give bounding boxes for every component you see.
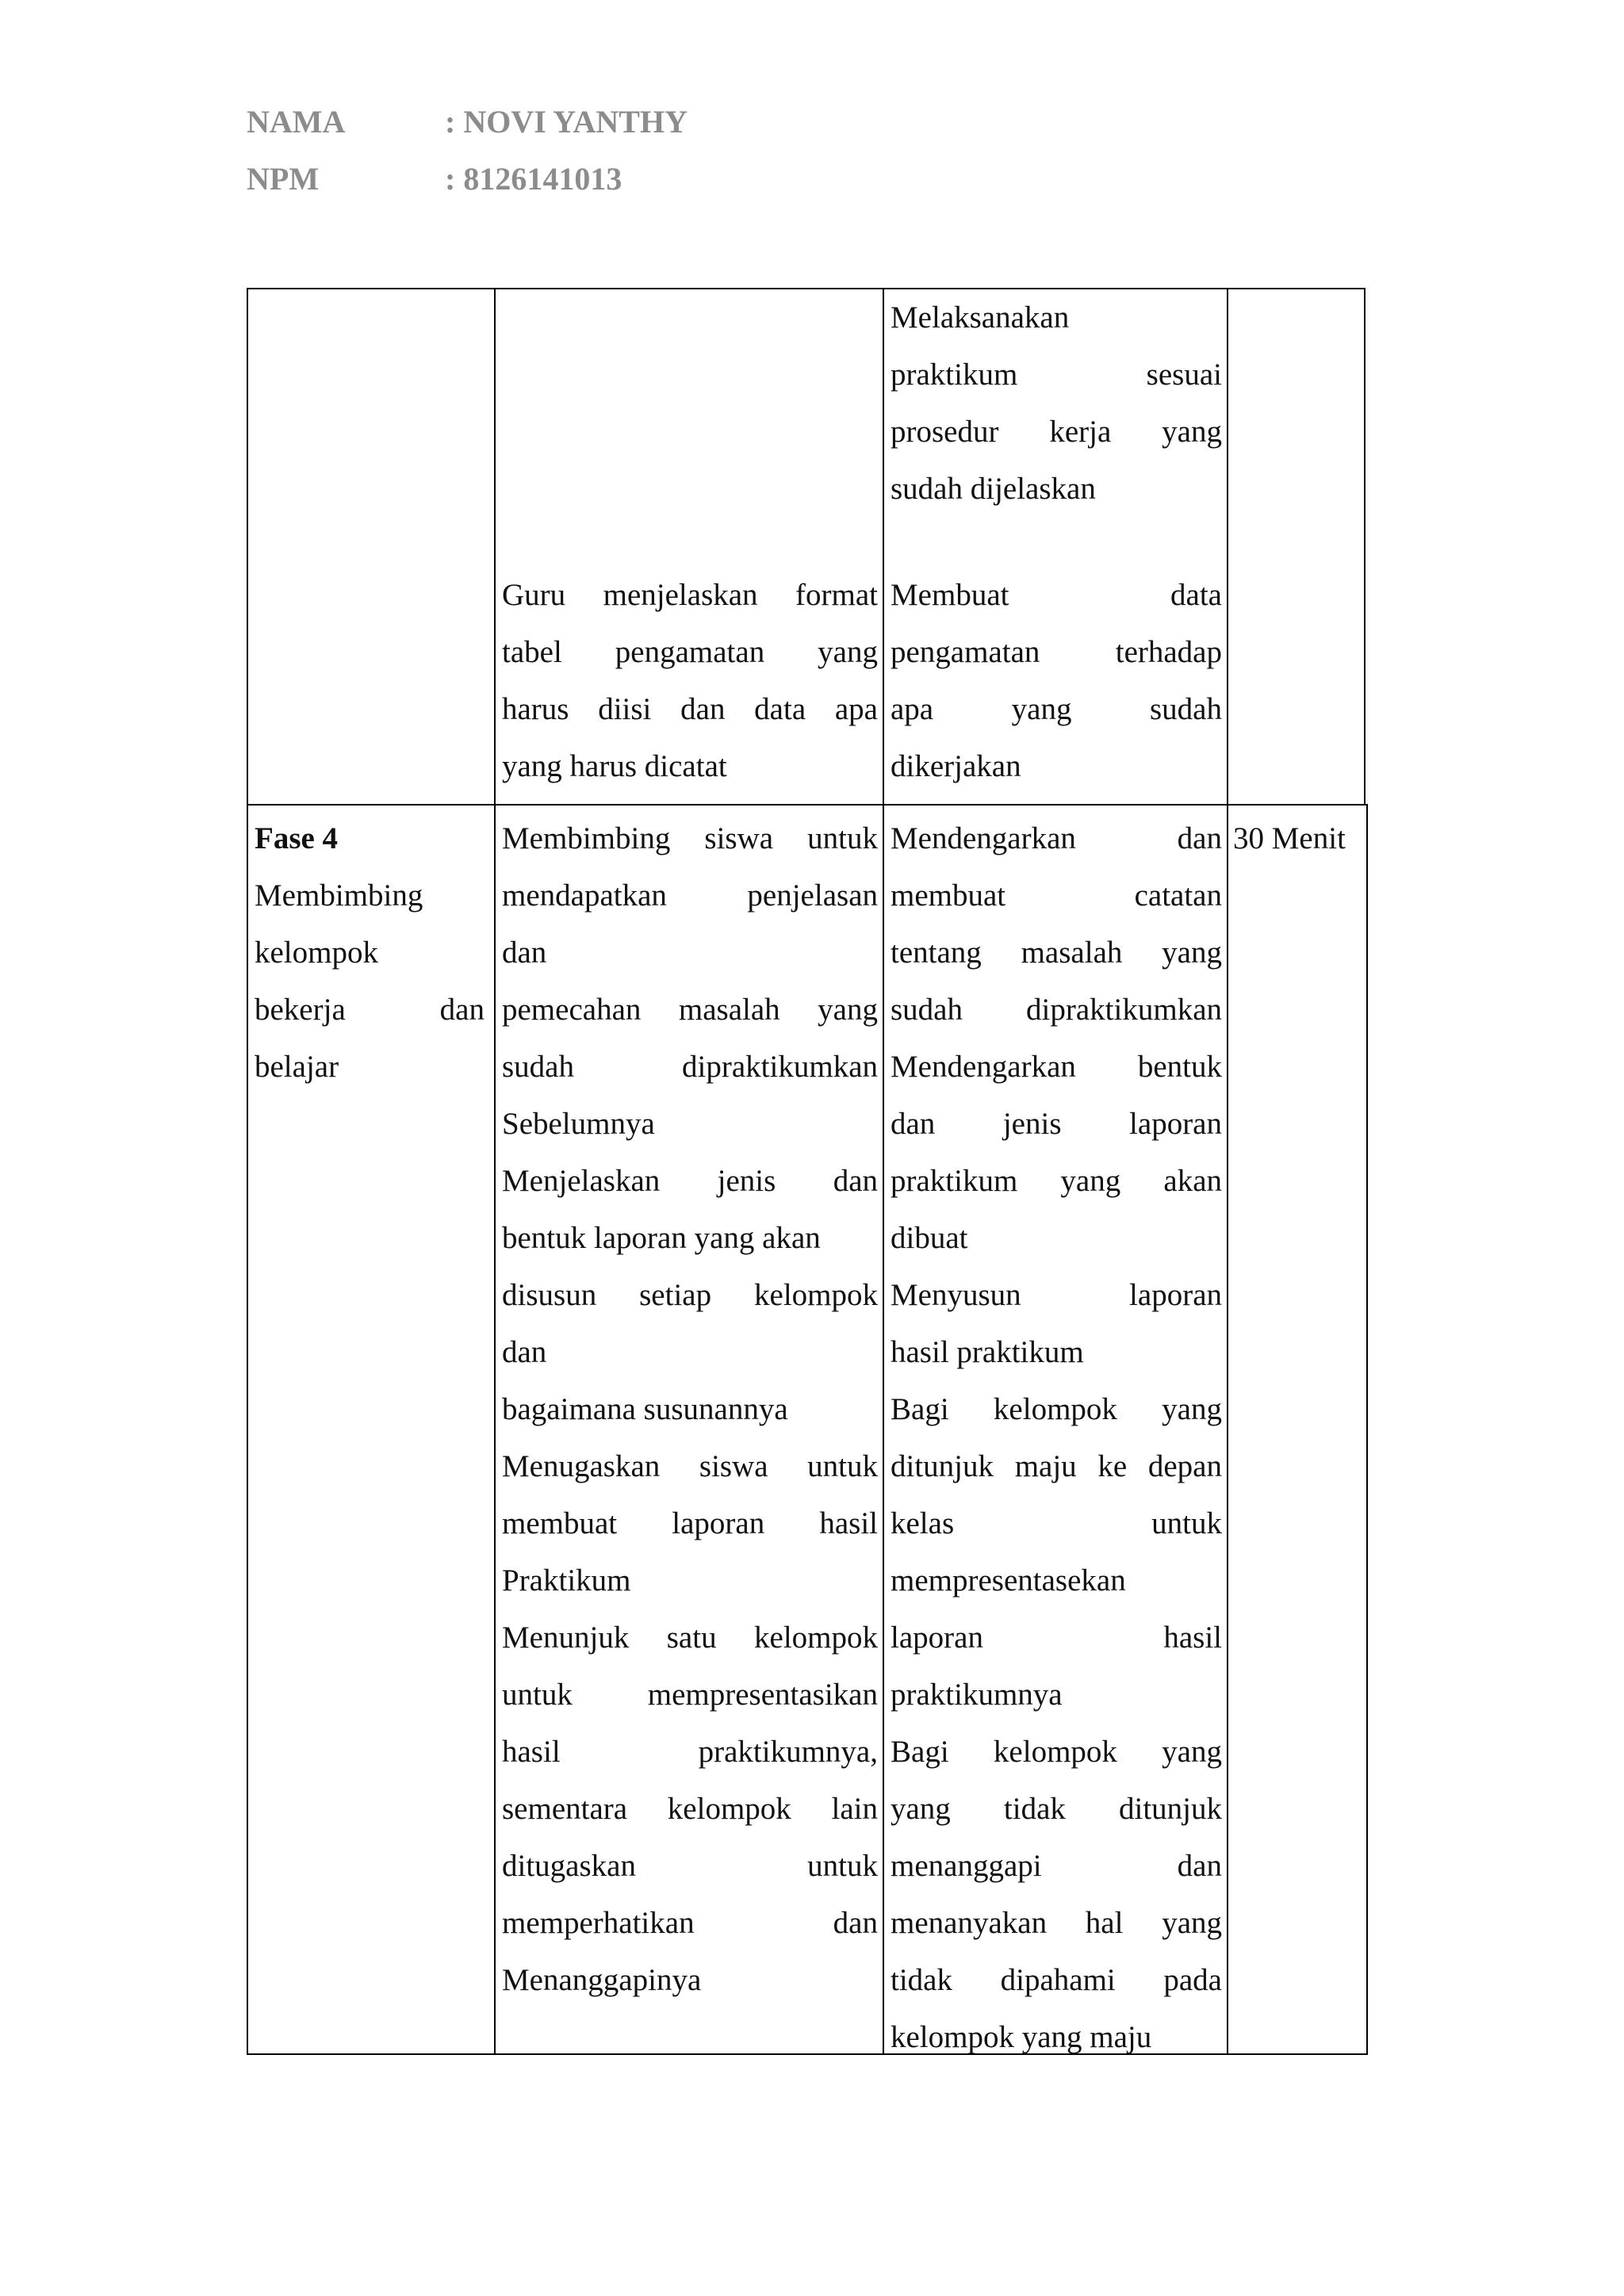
text-line: ditugaskan untuk bbox=[502, 1849, 878, 1883]
student-activity-text bbox=[884, 567, 1227, 795]
text-line: membuat laporan hasil bbox=[502, 1506, 878, 1540]
text-line: kelompok bbox=[255, 936, 378, 970]
text-line: sementara kelompok lain bbox=[502, 1792, 878, 1826]
text-line: dibuat bbox=[891, 1221, 968, 1255]
text-line: hasil praktikum bbox=[891, 1335, 1084, 1369]
text-line: Menunjuk satu kelompok bbox=[502, 1621, 878, 1655]
student-activity-text bbox=[884, 289, 1227, 518]
text-line: hasil praktikumnya, bbox=[502, 1735, 878, 1769]
text-line: praktikumnya bbox=[891, 1678, 1063, 1712]
name-label: NAMA bbox=[247, 104, 346, 140]
text-line: tidak dipahami pada bbox=[891, 1963, 1222, 1997]
text-line: tabel pengamatan yang bbox=[502, 635, 878, 669]
duration-label: 30 Menit bbox=[1233, 821, 1346, 855]
text-line: pemecahan masalah yang bbox=[502, 993, 878, 1027]
text-line: dikerjakan bbox=[891, 749, 1021, 783]
text-line: menanggapi dan bbox=[891, 1849, 1222, 1883]
text-line: Guru menjelaskan format bbox=[502, 578, 878, 612]
text-line: praktikum sesuai bbox=[891, 358, 1222, 392]
phase-cell bbox=[247, 804, 494, 2055]
teacher-activity-text bbox=[496, 567, 883, 795]
text-line: Bagi kelompok yang bbox=[891, 1735, 1222, 1769]
text-line: bentuk laporan yang akan bbox=[502, 1221, 821, 1255]
text-line: mendapatkan penjelasan bbox=[502, 878, 878, 913]
text-line: Melaksanakan bbox=[891, 300, 1070, 335]
time-cell bbox=[1227, 288, 1365, 804]
text-line: laporan hasil bbox=[891, 1621, 1222, 1655]
text-line: kelas untuk bbox=[891, 1506, 1222, 1540]
text-line: Mendengarkan bentuk bbox=[891, 1050, 1222, 1084]
text-line: ditunjuk maju ke depan bbox=[891, 1449, 1222, 1483]
text-line: mempresentasekan bbox=[891, 1563, 1126, 1598]
text-line: harus diisi dan data apa bbox=[502, 692, 878, 726]
teacher-activity-cell bbox=[494, 288, 883, 804]
text-line: menanyakan hal yang bbox=[891, 1906, 1222, 1940]
text-line: praktikum yang akan bbox=[891, 1164, 1222, 1198]
text-line: yang harus dicatat bbox=[502, 749, 727, 783]
text-line: dan bbox=[502, 936, 547, 970]
time-text bbox=[1228, 806, 1366, 867]
text-line: Sebelumnya bbox=[502, 1107, 655, 1141]
text-line: Mendengarkan dan bbox=[891, 821, 1222, 855]
text-line: bagaimana susunannya bbox=[502, 1392, 788, 1426]
text-line: Membimbing siswa untuk bbox=[502, 821, 878, 855]
text-line: apa yang sudah bbox=[891, 692, 1222, 726]
text-line: Menyusun laporan bbox=[891, 1278, 1222, 1312]
text-line: Menjelaskan jenis dan bbox=[502, 1164, 878, 1198]
table-row bbox=[247, 288, 1368, 804]
teacher-activity-text bbox=[496, 806, 883, 2009]
text-line: kelompok yang maju bbox=[891, 2020, 1152, 2054]
student-activity-cell bbox=[883, 804, 1227, 2055]
phase-title: Fase 4 bbox=[255, 821, 339, 855]
text-line: sudah dipraktikumkan bbox=[502, 1050, 878, 1084]
text-line: pengamatan terhadap bbox=[891, 635, 1222, 669]
table-row bbox=[247, 804, 1368, 2055]
learning-activity-table bbox=[247, 288, 1368, 2055]
npm-value: : 8126141013 bbox=[445, 161, 622, 197]
text-line: tentang masalah yang bbox=[891, 936, 1222, 970]
student-activity-cell bbox=[883, 288, 1227, 804]
text-line: yang tidak ditunjuk bbox=[891, 1792, 1222, 1826]
text-line: Membuat data bbox=[891, 578, 1222, 612]
student-activity-text bbox=[884, 806, 1227, 2066]
phase-text bbox=[248, 806, 494, 1096]
time-cell bbox=[1227, 804, 1368, 2055]
text-line: membuat catatan bbox=[891, 878, 1222, 913]
npm-label: NPM bbox=[247, 161, 320, 197]
text-line: memperhatikan dan bbox=[502, 1906, 878, 1940]
text-line: Menugaskan siswa untuk bbox=[502, 1449, 878, 1483]
text-line: Praktikum bbox=[502, 1563, 631, 1598]
text-line: disusun setiap kelompok bbox=[502, 1278, 878, 1312]
text-line: Menanggapinya bbox=[502, 1963, 702, 1997]
text-line: belajar bbox=[255, 1050, 339, 1084]
text-line: Bagi kelompok yang bbox=[891, 1392, 1222, 1426]
text-line: dan bbox=[502, 1335, 547, 1369]
text-line: sudah dijelaskan bbox=[891, 472, 1096, 506]
text-line: prosedur kerja yang bbox=[891, 415, 1222, 449]
text-line: dan jenis laporan bbox=[891, 1107, 1222, 1141]
text-line: bekerja dan bbox=[255, 993, 485, 1027]
text-line: Membimbing bbox=[255, 878, 423, 913]
text-line: sudah dipraktikumkan bbox=[891, 993, 1222, 1027]
text-line: untuk mempresentasikan bbox=[502, 1678, 878, 1712]
teacher-activity-cell bbox=[494, 804, 883, 2055]
phase-cell bbox=[247, 288, 494, 804]
name-value: : NOVI YANTHY bbox=[445, 104, 688, 140]
